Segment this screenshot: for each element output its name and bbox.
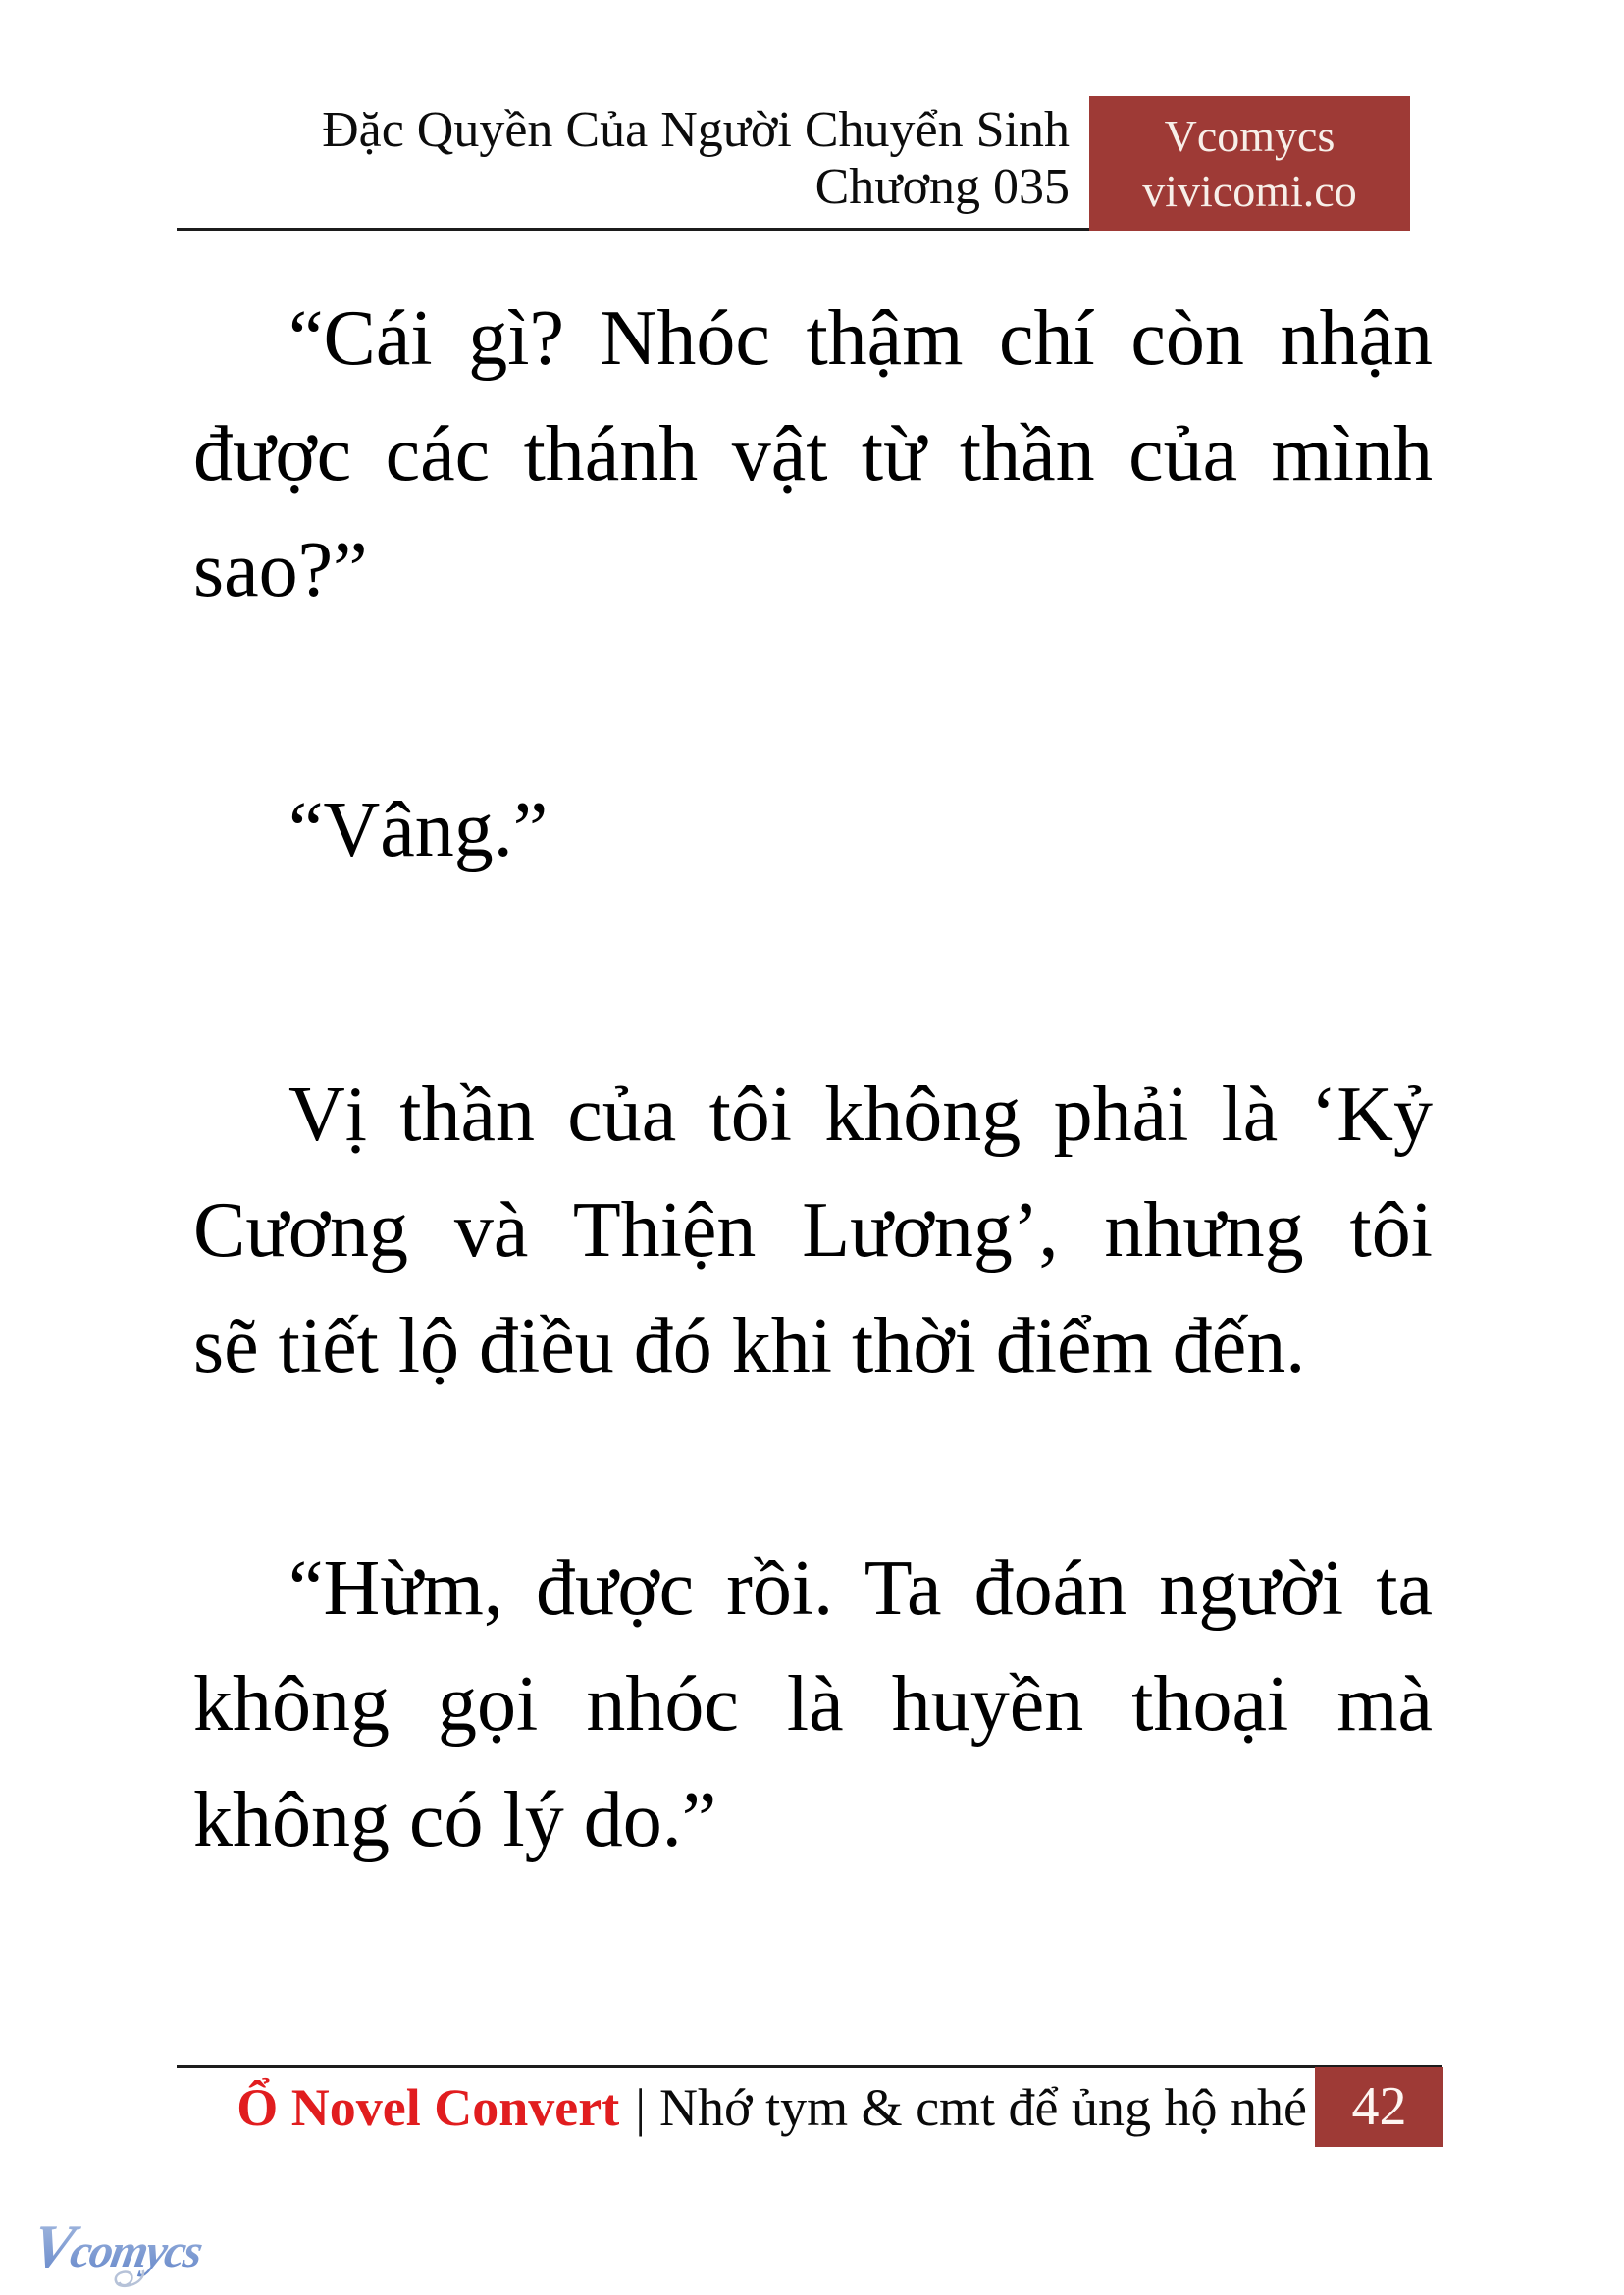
page-number: 42 xyxy=(1351,2076,1407,2137)
footer-credit xyxy=(236,2073,1307,2142)
text-line: Vị thần của tôi không phải là ‘Kỷ xyxy=(288,1071,1433,1158)
text-line: không gọi nhóc là huyền thoại mà xyxy=(193,1661,1433,1747)
page-number-badge xyxy=(1315,2067,1443,2147)
text-line: “Cái gì? Nhóc thậm chí còn nhận xyxy=(288,295,1433,382)
paragraph-1 xyxy=(193,281,1433,628)
text-line: sao?” xyxy=(193,527,368,613)
paragraph-2 xyxy=(193,772,1433,888)
footer-note: Nhớ tym & cmt để ủng hộ nhé xyxy=(659,2078,1307,2137)
footer-brand: Ổ Novel Convert xyxy=(236,2078,620,2137)
text-line: không có lý do.” xyxy=(193,1777,717,1863)
brand-name: Vcomycs xyxy=(1164,111,1336,161)
footer-separator: | xyxy=(635,2078,647,2137)
text-line: Cương và Thiện Lương’, nhưng tôi xyxy=(193,1187,1433,1274)
brand-site: vivicomi.co xyxy=(1142,166,1357,216)
paragraph-3 xyxy=(193,1057,1433,1404)
svg-text:Vcomycs: Vcomycs xyxy=(26,2212,205,2280)
vcomycs-watermark-logo xyxy=(22,2202,257,2295)
text-line: “Vâng.” xyxy=(288,787,549,873)
chapter-number: Chương 035 xyxy=(814,159,1070,215)
text-line: được các thánh vật từ thần của mình xyxy=(193,411,1433,497)
footer-rule xyxy=(177,2065,1442,2068)
text-line: sẽ tiết lộ điều đó khi thời điểm đến. xyxy=(193,1303,1306,1389)
text-line: “Hừm, được rồi. Ta đoán người ta xyxy=(288,1545,1433,1632)
series-title: Đặc Quyền Của Người Chuyển Sinh xyxy=(322,102,1070,158)
paragraph-4 xyxy=(193,1531,1433,1878)
brand-box xyxy=(1089,96,1410,231)
chapter-header xyxy=(196,102,1070,216)
